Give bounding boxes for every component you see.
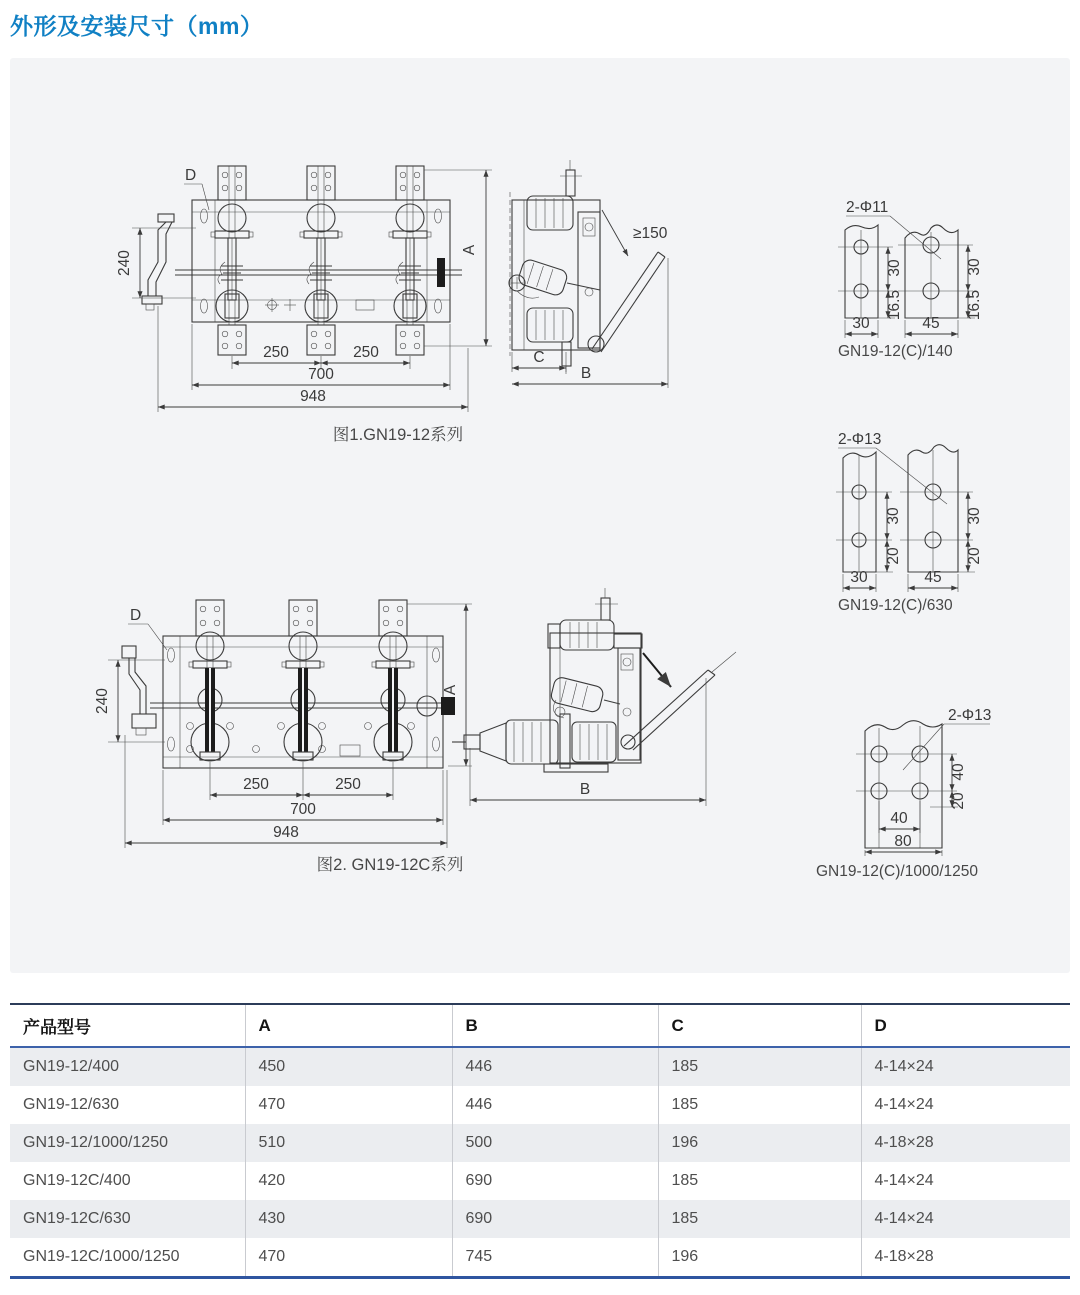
dim-d-cell: 4-14×24	[861, 1162, 1070, 1200]
dim-b-cell: 500	[452, 1124, 658, 1162]
p140-dim-165-right: 16.5	[966, 289, 983, 321]
fig1-dim-250-right: 250	[353, 344, 379, 361]
table-header-row	[10, 1004, 1070, 1047]
p630-dim-30v-right: 30	[966, 507, 983, 525]
dim-c-cell: 196	[658, 1238, 861, 1278]
fig2-label-b: B	[579, 781, 591, 798]
p140-dim-165-left: 16.5	[886, 289, 903, 321]
fig1-label-b: B	[580, 365, 592, 382]
p630-dim-w45: 45	[924, 569, 942, 586]
table-row	[10, 1200, 1070, 1238]
col-header-d: D	[861, 1004, 1070, 1047]
col-header-model: 产品型号	[23, 1018, 91, 1037]
p630-caption: GN19-12(C)/630	[838, 597, 953, 614]
dim-c-cell: 185	[658, 1162, 861, 1200]
col-header-b: B	[452, 1004, 658, 1047]
dim-b-cell: 690	[452, 1162, 658, 1200]
p630-dim-20-left: 20	[885, 547, 902, 565]
dimension-table	[10, 1003, 1070, 1279]
p1250-caption: GN19-12(C)/1000/1250	[816, 863, 978, 880]
p630-dim-w30: 30	[850, 569, 868, 586]
table-row	[10, 1238, 1070, 1278]
dim-b-cell: 745	[452, 1238, 658, 1278]
p140-dim-30v-left: 30	[886, 259, 903, 277]
dim-a-cell: 420	[245, 1162, 452, 1200]
fig2-dim-240: 240	[94, 688, 111, 714]
col-header-c: C	[658, 1004, 861, 1047]
fig2-caption: 图2. GN19-12C系列	[316, 856, 464, 874]
p140-dim-30v-right: 30	[966, 258, 983, 276]
dim-a-cell: 510	[245, 1124, 452, 1162]
model-cell: GN19-12/1000/1250	[23, 1134, 168, 1151]
p140-holes-label: 2-Φ11	[846, 199, 889, 216]
dim-a-cell: 450	[245, 1047, 452, 1086]
model-cell: GN19-12C/630	[23, 1210, 131, 1227]
fig1-caption: 图1.GN19-12系列	[332, 426, 464, 444]
technical-drawings	[10, 58, 1070, 973]
fig1-label-a: A	[461, 244, 478, 256]
dim-a-cell: 470	[245, 1238, 452, 1278]
p1250-dim-80h: 80	[894, 833, 912, 850]
dim-b-cell: 690	[452, 1200, 658, 1238]
model-cell: GN19-12/400	[23, 1058, 120, 1075]
col-header-a: A	[245, 1004, 452, 1047]
dim-a-cell: 430	[245, 1200, 452, 1238]
dim-d-cell: 4-14×24	[861, 1086, 1070, 1124]
dim-c-cell: 185	[658, 1086, 861, 1124]
figure1-front-view	[116, 166, 492, 444]
page-title: 外形及安装尺寸（mm）	[10, 13, 264, 39]
fig1-label-d: D	[185, 167, 197, 184]
p140-dim-w30: 30	[852, 315, 870, 332]
p1250-dim-40v: 40	[950, 763, 967, 781]
fig1-dim-240: 240	[116, 250, 133, 276]
figure2-front-view	[94, 600, 472, 874]
mounting-plate-630	[836, 431, 983, 614]
fig1-dim-700: 700	[308, 366, 334, 383]
dim-c-cell: 185	[658, 1047, 861, 1086]
dim-d-cell: 4-14×24	[861, 1200, 1070, 1238]
p630-dim-20-right: 20	[966, 547, 983, 565]
mounting-plate-140	[838, 199, 983, 360]
model-cell: GN19-12C/400	[23, 1172, 131, 1189]
table-row	[10, 1162, 1070, 1200]
p140-dim-w45: 45	[922, 315, 940, 332]
model-cell: GN19-12C/1000/1250	[23, 1248, 180, 1265]
fig1-min150-label: ≥150	[633, 225, 668, 242]
p1250-dim-20v: 20	[950, 792, 967, 810]
figure2-side-view	[452, 588, 736, 806]
fig2-label-a: A	[442, 684, 459, 696]
p140-caption: GN19-12(C)/140	[838, 343, 953, 360]
dim-d-cell: 4-18×28	[861, 1124, 1070, 1162]
dim-d-cell: 4-18×28	[861, 1238, 1070, 1278]
fig2-label-d: D	[130, 607, 142, 624]
fig2-dim-700: 700	[290, 801, 316, 818]
dim-b-cell: 446	[452, 1047, 658, 1086]
dim-c-cell: 196	[658, 1124, 861, 1162]
table-row	[10, 1124, 1070, 1162]
table-row	[10, 1086, 1070, 1124]
p630-holes-label: 2-Φ13	[838, 431, 882, 448]
figure1-side-view	[509, 160, 668, 388]
p1250-dim-40h: 40	[890, 810, 908, 827]
p1250-holes-label: 2-Φ13	[948, 707, 992, 724]
fig2-dim-250-left: 250	[243, 776, 269, 793]
mounting-plate-1000-1250	[816, 707, 991, 880]
fig1-dim-948: 948	[300, 388, 326, 405]
fig1-dim-250-left: 250	[263, 344, 289, 361]
dim-b-cell: 446	[452, 1086, 658, 1124]
dim-c-cell: 185	[658, 1200, 861, 1238]
fig1-label-c: C	[533, 349, 545, 366]
fig2-dim-948: 948	[273, 824, 299, 841]
fig2-dim-250-right: 250	[335, 776, 361, 793]
p630-dim-30v-left: 30	[885, 507, 902, 525]
drawing-panel	[10, 58, 1070, 973]
dim-a-cell: 470	[245, 1086, 452, 1124]
table-row	[10, 1047, 1070, 1086]
model-cell: GN19-12/630	[23, 1096, 120, 1113]
dim-d-cell: 4-14×24	[861, 1047, 1070, 1086]
